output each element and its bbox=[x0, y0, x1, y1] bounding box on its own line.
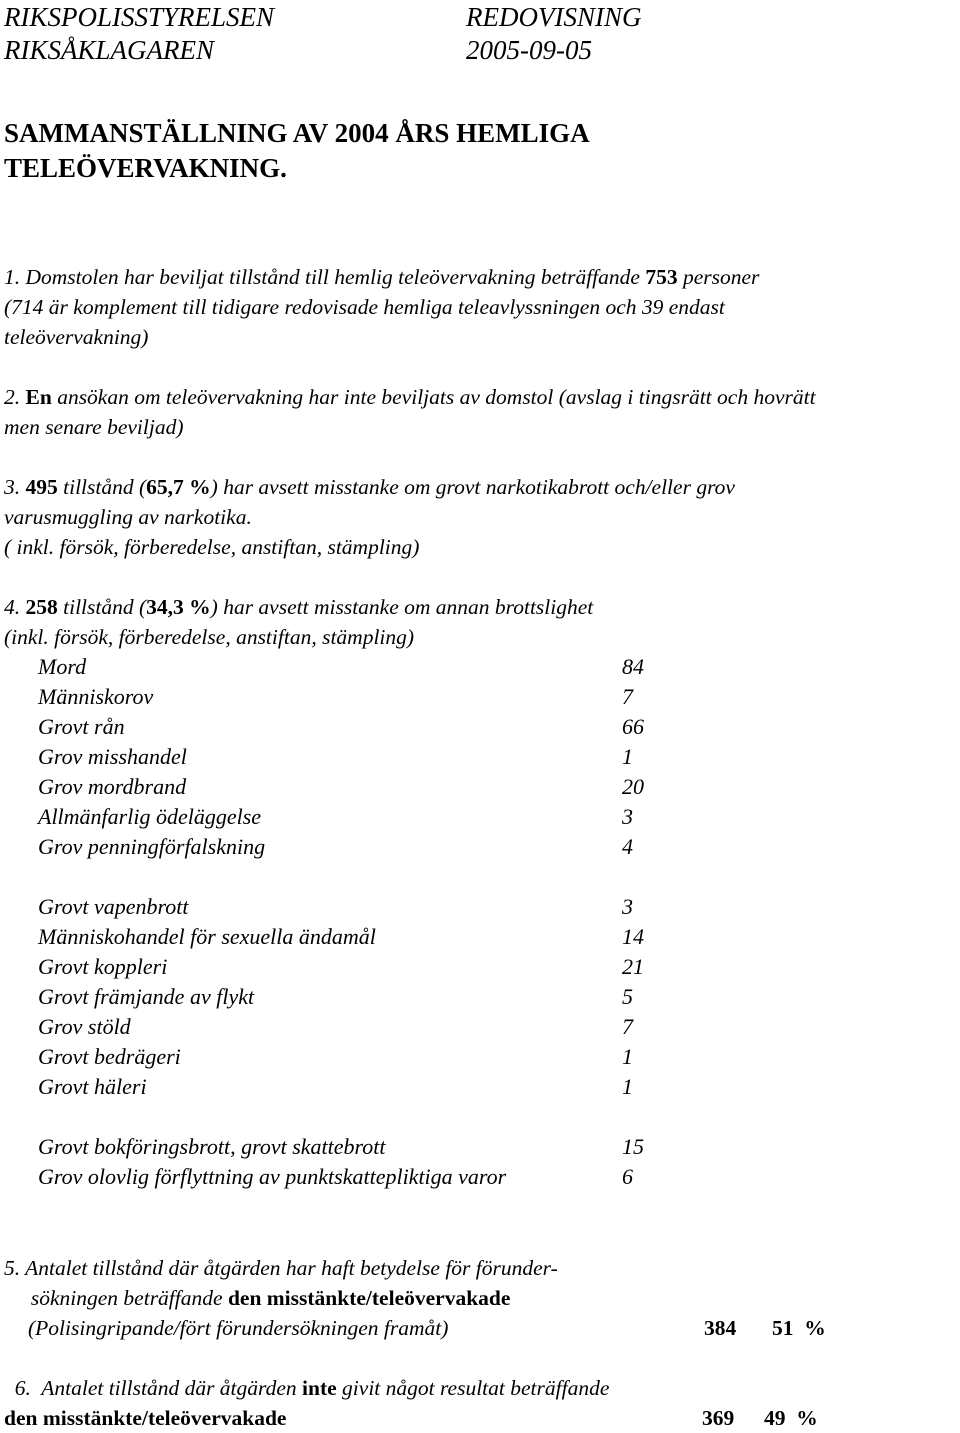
crime-name: Grovt rån bbox=[38, 714, 125, 739]
item-4-line-2: (inkl. försök, förberedelse, anstiftan, stämpling) bbox=[4, 625, 415, 649]
item-5-percent: 51 % bbox=[772, 1316, 826, 1340]
item-4-mid: tillstånd ( bbox=[57, 595, 147, 619]
crime-name: Grov mordbrand bbox=[38, 774, 187, 799]
crime-count: 4 bbox=[622, 834, 633, 859]
crime-name: Mord bbox=[38, 654, 87, 679]
item-4-number: 4. bbox=[4, 595, 26, 619]
crime-row bbox=[38, 712, 644, 742]
crime-count: 66 bbox=[622, 714, 644, 739]
crime-name: Grovt koppleri bbox=[38, 954, 168, 979]
crime-count: 14 bbox=[622, 924, 644, 949]
item-6-count: 369 bbox=[702, 1406, 735, 1430]
crime-count: 1 bbox=[622, 1074, 633, 1099]
crime-name: Grovt bokföringsbrott, grovt skattebrott bbox=[38, 1134, 386, 1159]
crime-count: 1 bbox=[622, 1044, 633, 1069]
header-row-1 bbox=[4, 0, 641, 34]
crime-count: 7 bbox=[622, 684, 633, 709]
item-1-line-2: (714 är komplement till tidigare redovisade hemliga teleavlyssningen och 39 endast bbox=[4, 295, 725, 319]
crime-row bbox=[38, 1132, 644, 1162]
item-3 bbox=[4, 472, 735, 562]
item-6-percent: 49 % bbox=[764, 1406, 818, 1430]
crime-row bbox=[38, 1162, 633, 1192]
item-1 bbox=[4, 262, 759, 352]
item-1-line-3: teleövervakning) bbox=[4, 325, 149, 349]
item-2-line-2: men senare beviljad) bbox=[4, 415, 184, 439]
crime-count: 20 bbox=[622, 774, 644, 799]
prosecutor-name: RIKSÅKLAGAREN bbox=[4, 35, 214, 65]
item-3-line-2: varusmuggling av narkotika. bbox=[4, 505, 252, 529]
crime-name: Människohandel för sexuella ändamål bbox=[38, 924, 376, 949]
header-row-2 bbox=[4, 33, 592, 67]
item-6-text-a: 6. Antalet tillstånd där åtgärden bbox=[4, 1376, 303, 1400]
doc-date: 2005-09-05 bbox=[466, 35, 592, 65]
item-6-negation: inte bbox=[302, 1376, 337, 1400]
item-4 bbox=[4, 592, 593, 652]
crime-name: Grovt främjande av flykt bbox=[38, 984, 255, 1009]
item-5-line-2: sökningen beträffande bbox=[4, 1286, 228, 1310]
item-5-subject: den misstänkte/teleövervakade bbox=[227, 1286, 511, 1310]
crime-name: Grov stöld bbox=[38, 1014, 131, 1039]
title-line-1: SAMMANSTÄLLNING AV 2004 ÅRS HEMLIGA bbox=[4, 118, 590, 148]
crime-row bbox=[38, 682, 633, 712]
item-1-count: 753 bbox=[645, 265, 678, 289]
title-line-2: TELEÖVERVAKNING. bbox=[4, 153, 287, 183]
crime-name: Grov olovlig förflyttning av punktskattepliktiga varor bbox=[38, 1164, 507, 1189]
crime-name: Grovt häleri bbox=[38, 1074, 147, 1099]
item-3-mid: tillstånd ( bbox=[57, 475, 147, 499]
item-4-text: ) har avsett misstanke om annan brottslighet bbox=[210, 595, 594, 619]
item-3-count: 495 bbox=[25, 475, 58, 499]
crime-row bbox=[38, 982, 633, 1012]
item-4-percent: 34,3 % bbox=[146, 595, 211, 619]
item-5 bbox=[4, 1253, 558, 1343]
crime-count: 84 bbox=[622, 654, 644, 679]
crime-row bbox=[38, 652, 644, 682]
crime-count: 3 bbox=[622, 804, 633, 829]
crime-name: Grovt vapenbrott bbox=[38, 894, 189, 919]
crime-row bbox=[38, 832, 633, 862]
crime-count: 15 bbox=[622, 1134, 644, 1159]
item-3-line-3: ( inkl. försök, förberedelse, anstiftan, stämpling) bbox=[4, 535, 420, 559]
crime-count: 21 bbox=[622, 954, 644, 979]
crime-row bbox=[38, 1072, 633, 1102]
crime-count: 1 bbox=[622, 744, 633, 769]
item-3-percent: 65,7 % bbox=[146, 475, 211, 499]
crime-count: 6 bbox=[622, 1164, 633, 1189]
crime-row bbox=[38, 1042, 633, 1072]
item-3-number: 3. bbox=[4, 475, 26, 499]
item-3-text: ) har avsett misstanke om grovt narkotikabrott och/eller grov bbox=[210, 475, 735, 499]
item-2-number: 2. bbox=[4, 385, 26, 409]
item-6-subject: den misstänkte/teleövervakade bbox=[4, 1406, 287, 1430]
item-1-text: 1. Domstolen har beviljat tillstånd till hemlig teleövervakning beträffande bbox=[4, 265, 646, 289]
crime-row bbox=[38, 742, 633, 772]
document-title bbox=[4, 116, 590, 186]
item-6 bbox=[4, 1373, 609, 1433]
crime-count: 7 bbox=[622, 1014, 633, 1039]
crime-row bbox=[38, 802, 633, 832]
crime-name: Grov misshandel bbox=[38, 744, 187, 769]
crime-name: Grovt bedrägeri bbox=[38, 1044, 181, 1069]
item-2 bbox=[4, 382, 816, 442]
item-5-line-1: 5. Antalet tillstånd där åtgärden har haft betydelse för förunder- bbox=[4, 1256, 558, 1280]
crime-row bbox=[38, 1012, 633, 1042]
agency-name: RIKSPOLISSTYRELSEN bbox=[4, 2, 275, 32]
crime-name: Grov penningförfalskning bbox=[38, 834, 266, 859]
crime-count: 3 bbox=[622, 894, 633, 919]
doc-type: REDOVISNING bbox=[466, 2, 642, 32]
crime-name: Allmänfarlig ödeläggelse bbox=[38, 804, 262, 829]
item-6-text-b: givit något resultat beträffande bbox=[336, 1376, 610, 1400]
item-5-count: 384 bbox=[704, 1316, 737, 1340]
crime-count: 5 bbox=[622, 984, 633, 1009]
item-4-count: 258 bbox=[25, 595, 58, 619]
item-1-suffix: personer bbox=[677, 265, 760, 289]
item-5-line-3: (Polisingripande/fört förundersökningen framåt) bbox=[28, 1316, 449, 1340]
item-2-text: ansökan om teleövervakning har inte beviljats av domstol (avslag i tingsrätt och hovrätt bbox=[51, 385, 816, 409]
crime-row bbox=[38, 892, 633, 922]
crime-name: Människorov bbox=[38, 684, 154, 709]
crime-row bbox=[38, 922, 644, 952]
crime-row bbox=[38, 772, 644, 802]
crime-row bbox=[38, 952, 644, 982]
item-2-count-word: En bbox=[25, 385, 52, 409]
